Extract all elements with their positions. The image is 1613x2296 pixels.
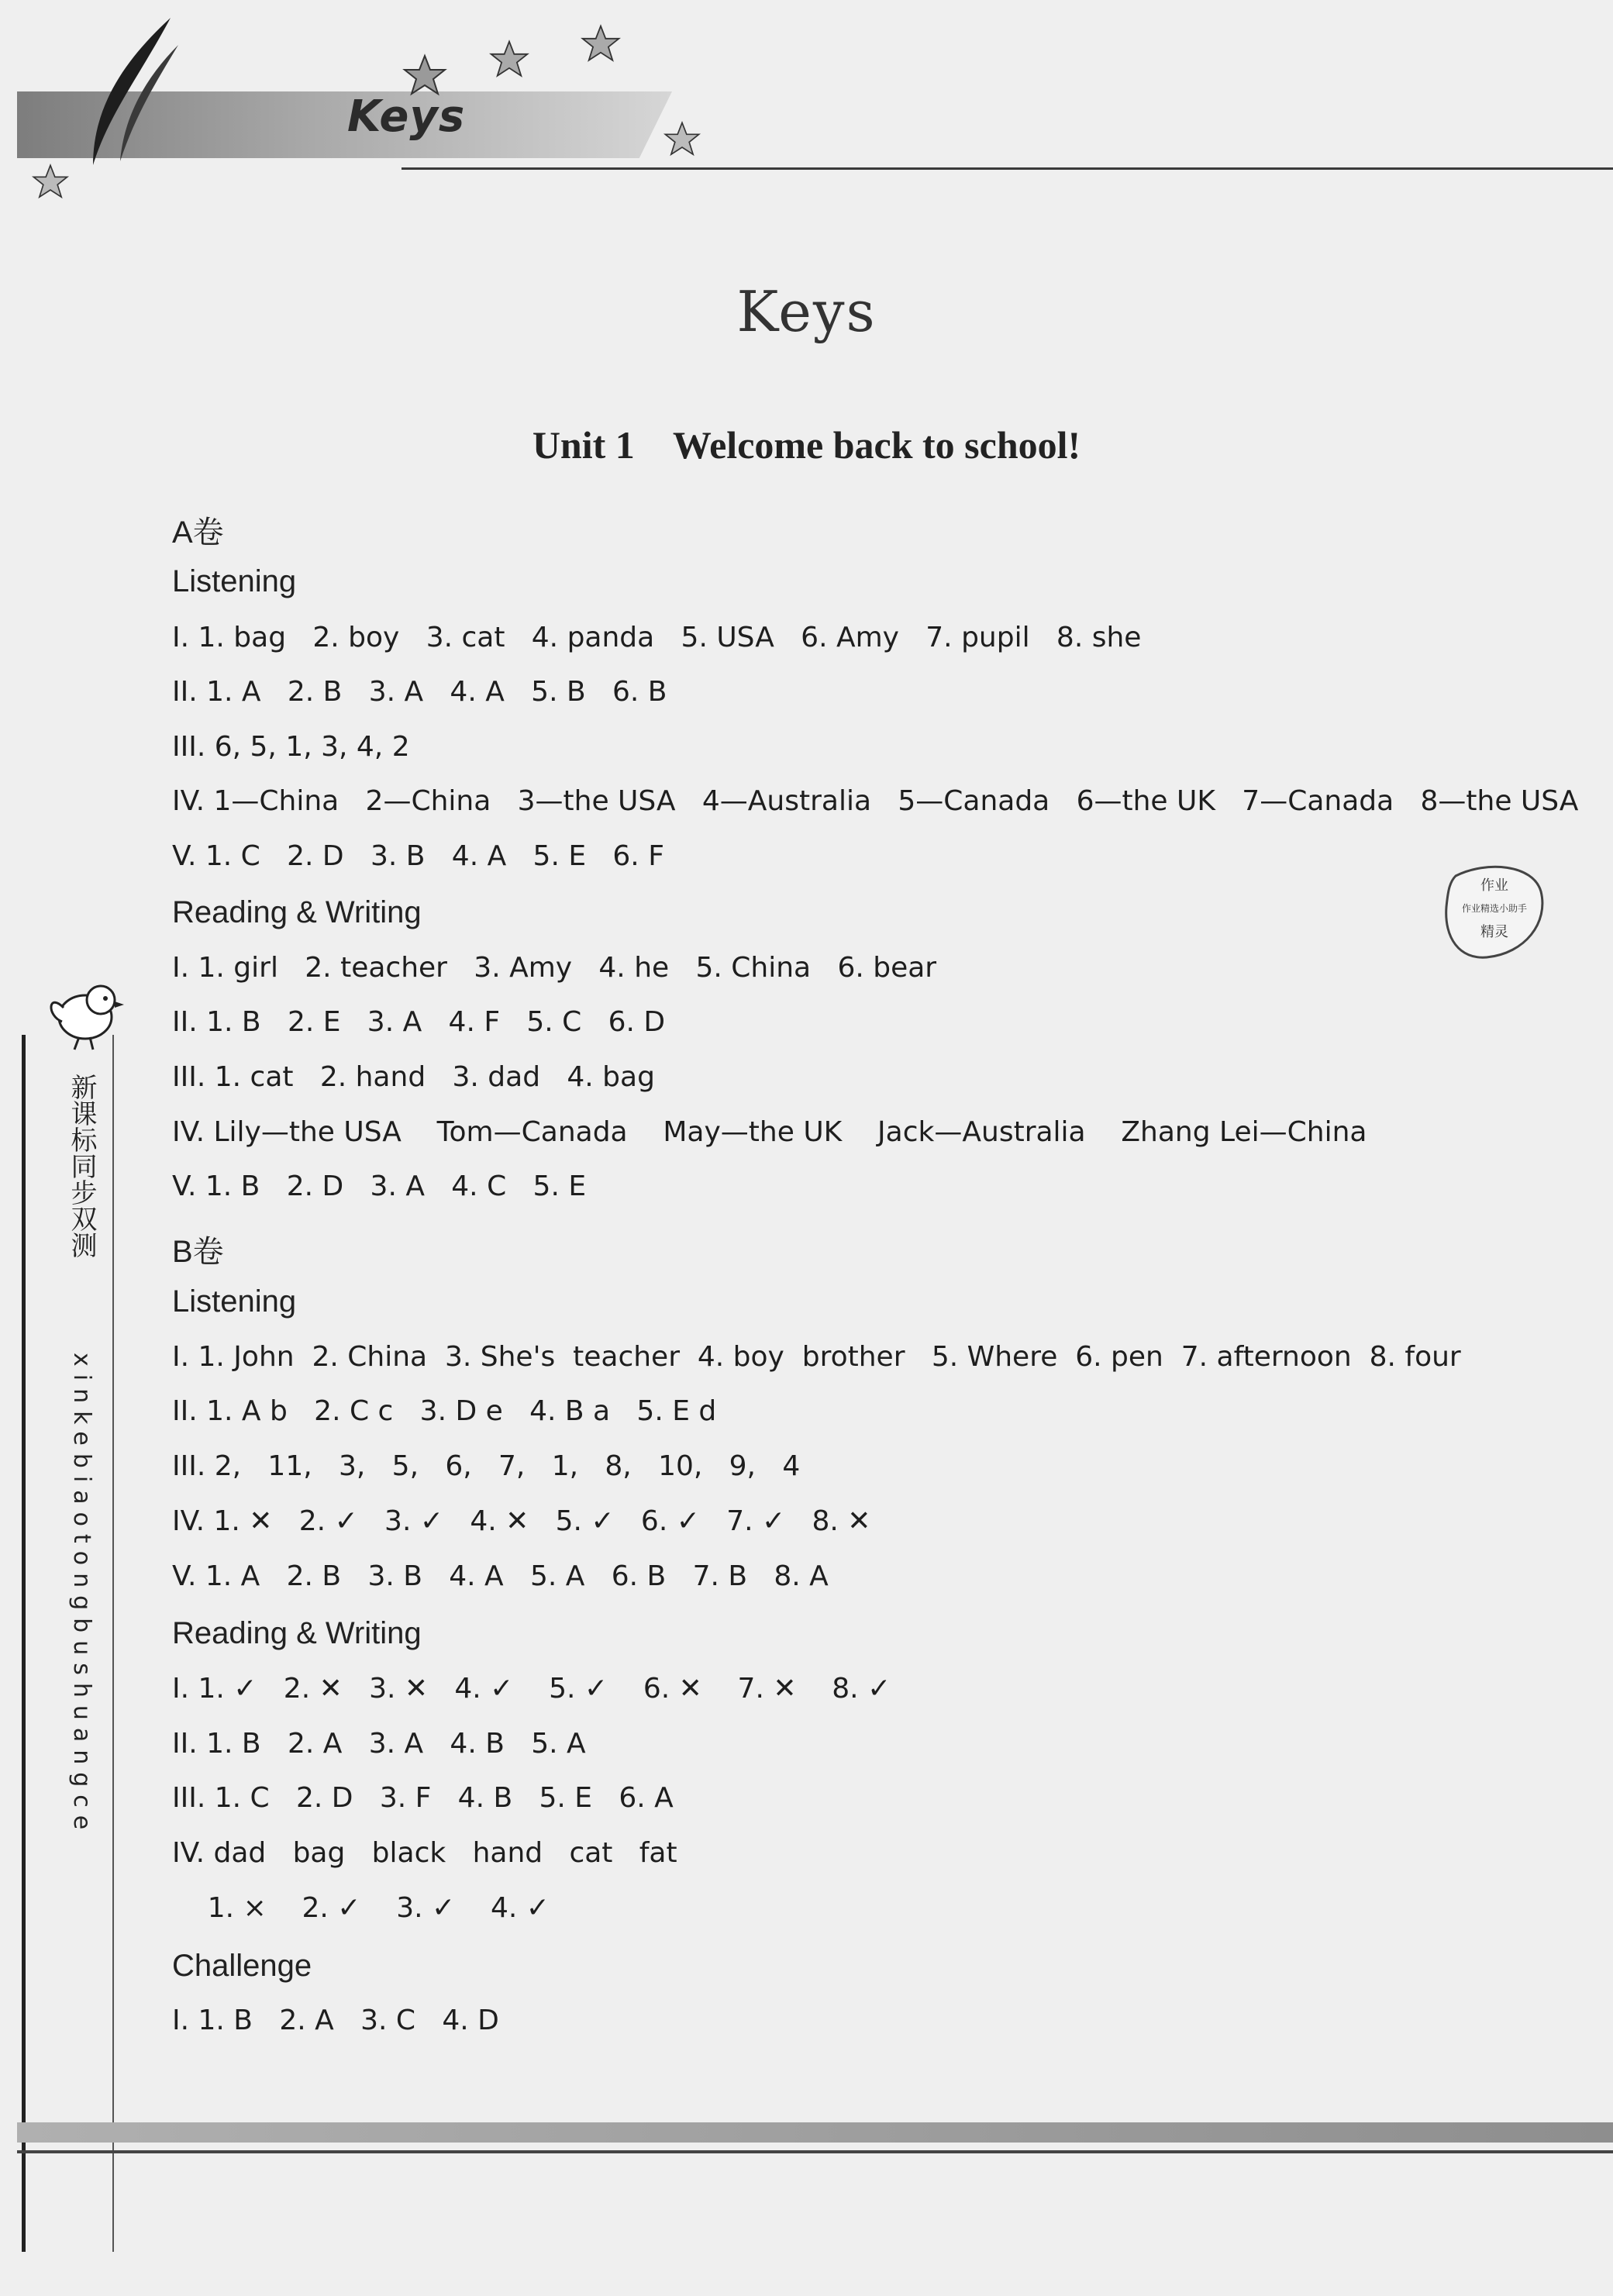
answer-line: IV. dad bag black hand cat fat [172,1837,677,1869]
answer-line: III. 6, 5, 1, 3, 4, 2 [172,731,410,763]
star-icon [580,23,622,65]
side-rule-thin [112,1035,114,2252]
side-series-pinyin: xinkebiaotongbushuangce [68,1353,95,1838]
answer-line: 1. × 2. ✓ 3. ✓ 4. ✓ [172,1892,550,1924]
footer-band [17,2122,1613,2143]
header-title: Keys [347,91,466,142]
svg-text:作业: 作业 [1480,877,1508,894]
answer-line: III. 1. C 2. D 3. F 4. B 5. E 6. A [172,1782,674,1814]
footer-rule [17,2150,1613,2153]
header-rule [402,167,1613,170]
section-heading: Challenge [172,1949,312,1983]
answer-line: III. 1. cat 2. hand 3. dad 4. bag [172,1061,655,1093]
star-icon [488,39,530,81]
star-icon [663,120,701,159]
answer-line: II. 1. A 2. B 3. A 4. A 5. B 6. B [172,676,667,708]
page-title: Keys [736,279,877,344]
answer-line: IV. 1. ✕ 2. ✓ 3. ✓ 4. ✕ 5. ✓ 6. ✓ 7. ✓ 8. ✕ [172,1505,871,1537]
answer-line: V. 1. A 2. B 3. B 4. A 5. A 6. B 7. B 8. A [172,1560,829,1592]
side-rule [22,1035,26,2252]
answer-line: IV. Lily—the USA Tom—Canada May—the UK Jack—Australia Zhang Lei—China [172,1116,1367,1148]
svg-text:精灵: 精灵 [1480,924,1508,940]
section-label-a: A卷 [172,515,224,550]
answer-line: V. 1. B 2. D 3. A 4. C 5. E [172,1170,587,1202]
answer-line: I. 1. girl 2. teacher 3. Amy 4. he 5. China 6. bear [172,952,937,984]
answer-line: I. 1. B 2. A 3. C 4. D [172,2005,499,2036]
stamp-logo [1440,860,1549,961]
section-heading: Listening [172,564,297,598]
star-icon [31,163,70,202]
unit-title: Unit 1 Welcome back to school! [532,423,1081,467]
answer-line: IV. 1—China 2—China 3—the USA 4—Australia 5—Canada 6—the UK 7—Canada 8—the USA [172,785,1579,817]
answer-line: II. 1. A b 2. C c 3. D e 4. B a 5. E d [172,1395,717,1427]
answer-line: I. 1. ✓ 2. ✕ 3. ✕ 4. ✓ 5. ✓ 6. ✕ 7. ✕ 8. ✓ [172,1673,891,1705]
answer-line: V. 1. C 2. D 3. B 4. A 5. E 6. F [172,840,664,872]
star-icon [402,53,448,99]
svg-text:作业精选小助手: 作业精选小助手 [1461,903,1528,914]
section-heading: Reading & Writing [172,1616,422,1650]
answer-line: I. 1. John 2. China 3. She's teacher 4. boy brother 5. Where 6. pen 7. afternoon 8. four [172,1341,1461,1373]
section-label-b: B卷 [172,1235,224,1269]
answer-line: II. 1. B 2. E 3. A 4. F 5. C 6. D [172,1006,666,1038]
answer-line: II. 1. B 2. A 3. A 4. B 5. A [172,1728,586,1760]
feather-icon [78,14,186,169]
section-heading: Reading & Writing [172,895,422,929]
side-series-title: 新课标同步双测 [66,1074,97,1258]
section-heading: Listening [172,1284,297,1319]
answer-line: I. 1. bag 2. boy 3. cat 4. panda 5. USA 6. Amy 7. pupil 8. she [172,622,1142,653]
answer-line: III. 2, 11, 3, 5, 6, 7, 1, 8, 10, 9, 4 [172,1450,801,1482]
